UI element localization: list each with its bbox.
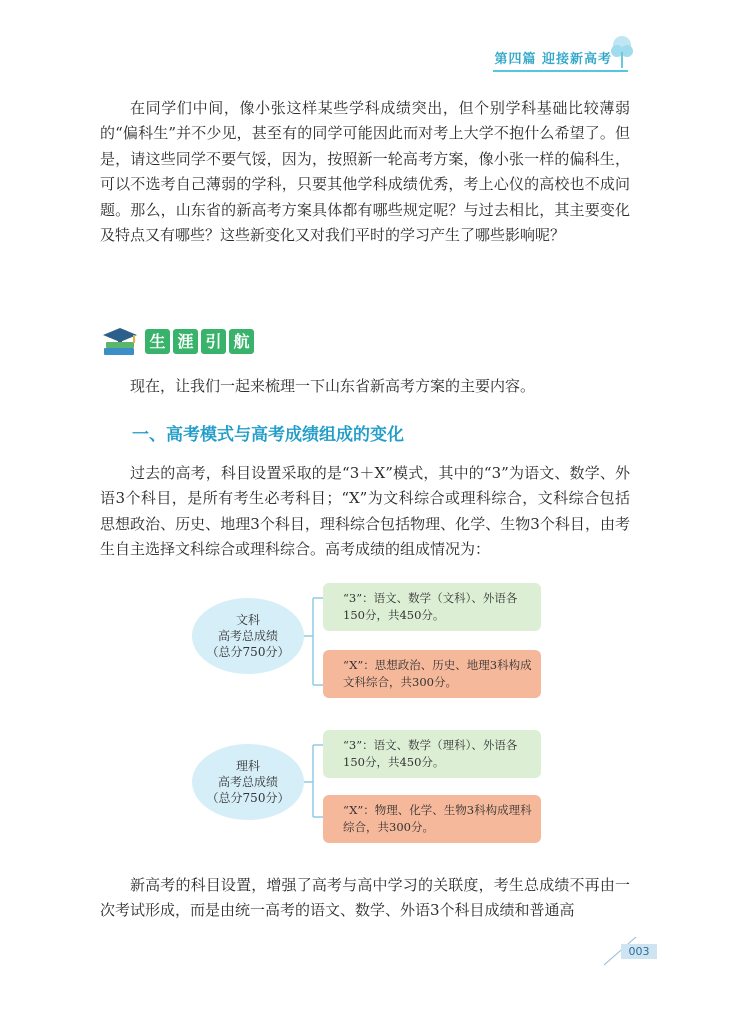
ellipse-label: （总分750分） bbox=[206, 645, 290, 659]
science-x-box: “X”：物理、化学、生物3科构成理科综合，共300分。 bbox=[323, 795, 541, 843]
new-exam-paragraph: 新高考的科目设置，增强了高考与高中学习的关联度，考生总成绩不再由一次考试形成，而是由统一高考的语文、数学、外语3个科目成绩和普通高 bbox=[100, 876, 630, 920]
career-guide-title bbox=[145, 329, 254, 354]
chapter-title: 第四篇 迎接新高考 bbox=[494, 52, 612, 67]
page-header bbox=[0, 28, 730, 78]
liberal-3-box: “3”：语文、数学（文科）、外语各150分，共450分。 bbox=[323, 583, 541, 631]
ellipse-label: 文科 bbox=[235, 613, 260, 627]
career-title-char: 生 bbox=[145, 329, 170, 354]
ellipse-label: 理科 bbox=[235, 759, 260, 773]
tree-icon bbox=[609, 34, 635, 70]
ellipse-label: 高考总成绩 bbox=[217, 775, 278, 789]
science-3-box: “3”：语文、数学（理科）、外语各150分，共450分。 bbox=[323, 730, 541, 778]
section-heading: 一、高考模式与高考成绩组成的变化 bbox=[132, 425, 404, 445]
past-exam-paragraph: 过去的高考，科目设置采取的是“3＋X”模式，其中的“3”为语文、数学、外语3个科目，是所有考生必考科目；“X”为文科综合或理科综合，文科综合包括思想政治、历史、地理3个科目，理科综合包括物理、化学、生物3个科目，由考生自主选择文科综合或理科综合。高考成绩的组成情况为： bbox=[100, 464, 630, 559]
ellipse-label: （总分750分） bbox=[206, 791, 290, 805]
intro-paragraph: 在同学们中间，像小张这样某些学科成绩突出，但个别学科基础比较薄弱的“偏科生”并不少见，甚至有的同学可能因此而对考上大学不抱什么希望了。但是，请这些同学不要气馁，因为，按照新一轮高考方案，像小张一样的偏科生，可以不选考自己薄弱的学科，只要其他学科成绩优秀，考上心仪的高校也不成问题。那么，山东省的新高考方案具体都有哪些规定呢？与过去相比，其主要变化及特点又有哪些？这些新变化又对我们平时的学习产生了哪些影响呢？ bbox=[100, 99, 630, 245]
career-title-char: 航 bbox=[229, 329, 254, 354]
liberal-arts-total-ellipse bbox=[192, 598, 304, 674]
header-rule bbox=[493, 70, 628, 72]
science-total-ellipse bbox=[192, 744, 304, 820]
guide-paragraph: 现在，让我们一起来梳理一下山东省新高考方案的主要内容。 bbox=[130, 377, 536, 395]
liberal-x-box: “X”：思想政治、历史、地理3科构成文科综合，共300分。 bbox=[323, 650, 541, 698]
graduation-books-icon bbox=[100, 326, 140, 358]
career-title-char: 涯 bbox=[173, 329, 198, 354]
page-number: 003 bbox=[621, 944, 657, 959]
career-title-char: 引 bbox=[201, 329, 226, 354]
ellipse-label: 高考总成绩 bbox=[217, 629, 278, 643]
